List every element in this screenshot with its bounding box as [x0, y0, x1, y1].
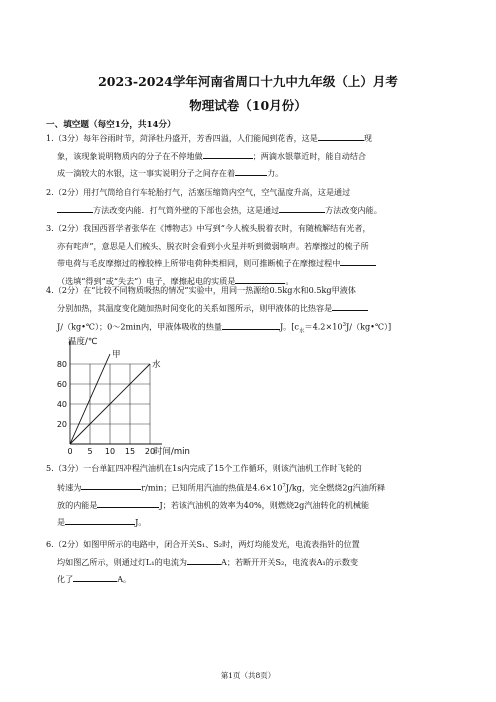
section-heading: 一、填空题（每空1分，共14分） — [46, 120, 176, 130]
q1-text: 力。 — [267, 168, 284, 178]
q4-text: ＝4.2×10 — [304, 321, 343, 332]
q6-text: A；若断开开关S₂，电流表A₁的示数变 — [221, 556, 359, 567]
q1-text: 象，该现象说明物质内的分子在不停地做 — [57, 150, 203, 161]
q3-text: 3.（2分）我国西晋学者张华在《博物志》中写到“今人梳头脱着衣时，有随梳解结有光者， — [46, 223, 371, 233]
exam-subtitle: 物理试卷（10月份） — [189, 98, 307, 113]
q5-text: 5.（3分）一台单缸四冲程汽油机在1s内完成了15个工作循环，则该汽油机工作时飞轮的 — [46, 463, 362, 473]
answer-blank[interactable] — [203, 148, 253, 159]
answer-blank[interactable] — [81, 479, 141, 490]
q5-text: r/min；已知所用汽油的热值是4.6×10 — [141, 482, 283, 493]
x-tick-label: 20 — [144, 447, 156, 456]
question-5 — [46, 460, 466, 532]
x-tick-label: 0 — [67, 447, 73, 456]
q2-text: 2.（2分）用打气筒给自行车轮胎打气，活塞压缩筒内空气，空气温度升高，这是通过 — [46, 187, 351, 197]
x-tick-label: 15 — [124, 447, 136, 456]
answer-blank[interactable] — [222, 319, 280, 330]
q4-text: J/（kg•℃）] — [346, 321, 392, 332]
exam-title: 2023-2024学年河南省周口十九中九年级（上）月考 — [98, 74, 398, 89]
page-footer: 第1页（共8页） — [220, 671, 276, 680]
y-axis-label: 温度/℃ — [68, 337, 98, 347]
q2-text: 方法改变内能。 — [325, 204, 382, 215]
chart-labels — [57, 336, 190, 457]
answer-blank[interactable] — [318, 130, 364, 141]
q6-text: 6.（2分）如图甲所示的电路中，闭合开关S₁、S₂时，两灯均能发光，电流表指针的位置 — [46, 539, 360, 549]
q5-superscript: 7 — [282, 482, 286, 489]
answer-blank[interactable] — [57, 202, 93, 213]
question-6 — [46, 536, 466, 589]
answer-blank[interactable] — [279, 202, 325, 213]
x-axis-label: 时间/min — [154, 447, 190, 457]
q5-text: J；若该汽油机的效率为40%，则燃烧2g汽油转化的机械能 — [159, 499, 370, 510]
question-3 — [46, 220, 466, 290]
q4-text: J/（kg•℃）；0～2min内，甲液体吸收的热量 — [57, 321, 222, 332]
q5-text: 放的内能是 — [57, 499, 98, 510]
series-label: 甲 — [112, 350, 121, 360]
answer-blank[interactable] — [65, 514, 135, 525]
answer-blank[interactable] — [73, 571, 117, 582]
q4-text: J。[c — [279, 321, 299, 332]
q5-text: J。 — [135, 517, 147, 528]
answer-blank[interactable] — [97, 497, 159, 508]
q2-text: 方法改变内能．打气筒外壁的下部也会热，这是通过 — [93, 204, 280, 215]
q6-text: 化了 — [57, 574, 74, 584]
y-tick-label: 60 — [56, 380, 67, 389]
x-tick-label: 10 — [104, 447, 116, 456]
question-1 — [46, 130, 466, 183]
q3-text: （选填“得到”或“失去”）电子，摩擦起电的实质是 — [57, 275, 236, 286]
q6-text: A。 — [117, 574, 132, 584]
q5-text: 转速为 — [57, 482, 82, 493]
answer-blank[interactable] — [235, 165, 267, 176]
question-2 — [46, 184, 466, 219]
temperature-time-chart — [46, 334, 236, 460]
answer-blank[interactable] — [340, 255, 376, 266]
q1-text: 成一滴较大的水银，这一事实说明分子之间存在着 — [57, 168, 236, 178]
x-tick-label: 5 — [87, 447, 93, 456]
q4-text: 4.（2分）在“比较不同物质吸热的情况”实验中，用同一热源给0.5kg水和0.5kg甲液体 — [46, 285, 356, 295]
q1-text: 1.（3分）每年谷雨时节，菏泽牡丹盛开，芳香四溢，人们能闻到花香，这是 — [46, 133, 318, 143]
answer-blank[interactable] — [332, 300, 368, 311]
question-4 — [46, 282, 466, 341]
q4-superscript: 3 — [342, 322, 347, 328]
y-tick-label: 20 — [56, 420, 67, 429]
q1-text: 现 — [363, 133, 372, 143]
q3-text: 带电荷与毛皮摩擦过的橡胶棒上所带电荷种类相同，则可推断梳子在摩擦过程中 — [57, 258, 341, 268]
q4-subscript: 水 — [298, 328, 305, 335]
q5-text: J/kg，完全燃烧2g汽油所释 — [285, 482, 386, 493]
q3-text: 。 — [285, 275, 294, 286]
q4-text: 分别加热，其温度变化随加热时间变化的关系如图所示，则甲液体的比热容是 — [57, 302, 333, 313]
q1-text: ；两滴水银靠近时，能自动结合 — [252, 150, 367, 161]
q5-text: 是 — [57, 517, 66, 528]
answer-blank[interactable] — [187, 554, 221, 565]
series-label: 水 — [152, 360, 161, 370]
q6-text: 均如图乙所示，则通过灯L₁的电流为 — [57, 556, 188, 567]
y-tick-label: 80 — [56, 360, 67, 369]
y-tick-label: 40 — [56, 400, 67, 409]
q3-text: 亦有咤声”，意思是人们梳头、脱衣时会看到小火星并听到微弱响声。若摩擦过的梳子所 — [57, 240, 369, 251]
